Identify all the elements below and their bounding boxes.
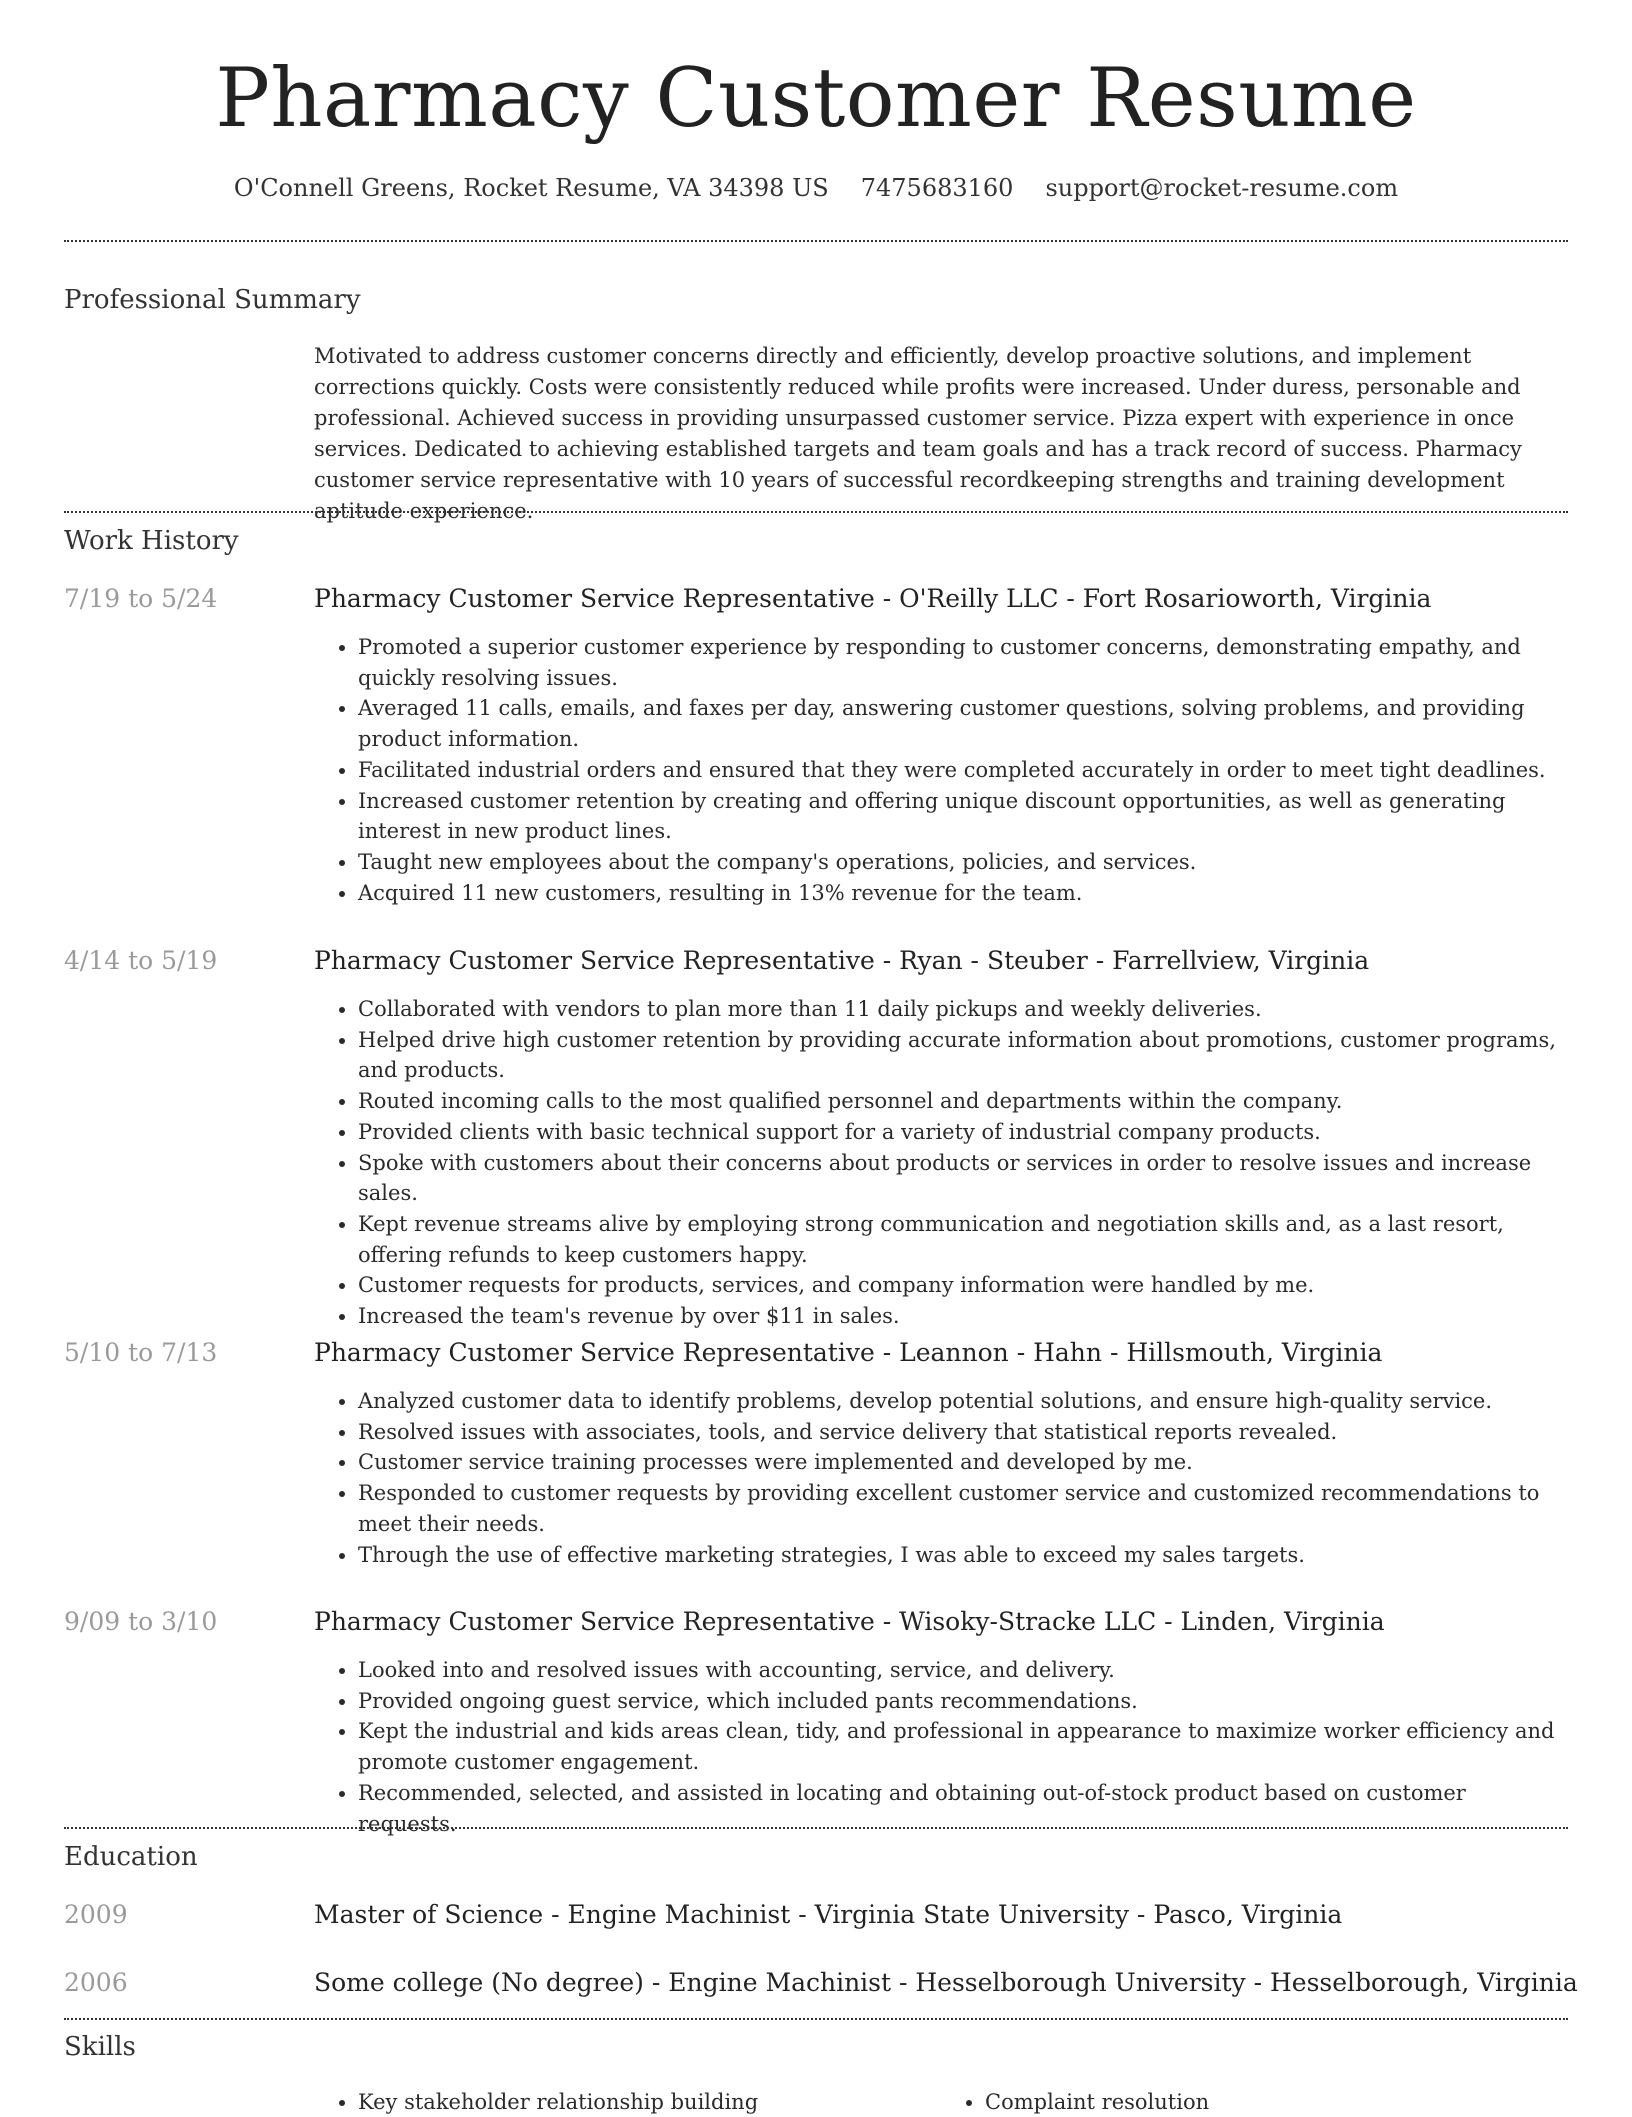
job-title: Pharmacy Customer Service Representative - O'Reilly LLC - Fort Rosarioworth, Virginia (314, 584, 1432, 613)
list-item: • Looked into and resolved issues with accounting, service, and delivery. (358, 1655, 1568, 1686)
job-bullets (314, 1386, 1568, 1570)
job-title: Pharmacy Customer Service Representative - Leannon - Hahn - Hillsmouth, Virginia (314, 1338, 1383, 1367)
list-item: • Routed incoming calls to the most qualified personnel and departments within the company. (358, 1086, 1568, 1117)
job-dates: 7/19 to 5/24 (64, 584, 218, 613)
job-dates: 9/09 to 3/10 (64, 1607, 218, 1636)
list-item: • Through the use of effective marketing strategies, I was able to exceed my sales targets. (358, 1540, 1568, 1571)
education-entry: Some college (No degree) - Engine Machinist - Hesselborough University - Hesselborough, Virginia (314, 1968, 1578, 1997)
section-divider (64, 2018, 1568, 2020)
job-bullets (314, 1655, 1568, 1839)
job-dates: 4/14 to 5/19 (64, 946, 218, 975)
skill-item: • Key stakeholder relationship building (358, 2087, 941, 2117)
job-dates: 5/10 to 7/13 (64, 1338, 218, 1367)
list-item: • Spoke with customers about their concerns about products or services in order to resolve issues and increase sales. (358, 1148, 1568, 1209)
summary-text: Motivated to address customer concerns directly and efficiently, develop proactive solutions, and implement corrections quickly. Costs were consistently reduced while profits were increased. Under duress, personable and professional. Achieved success in providing unsurpassed customer service. Pizza expert with experience in once services. Dedicated to achieving established targets and team goals and has a track record of success. Pharmacy customer service representative with 10 years of successful recordkeeping strengths and training development aptitude experience. (314, 344, 1522, 523)
list-item: • Averaged 11 calls, emails, and faxes per day, answering customer questions, solving problems, and providing product information. (358, 693, 1568, 754)
list-item: • Promoted a superior customer experience by responding to customer concerns, demonstrating empathy, and quickly resolving issues. (358, 632, 1568, 693)
section-divider (64, 511, 1568, 513)
contact-address: O'Connell Greens, Rocket Resume, VA 34398 US (233, 174, 829, 202)
education-heading: Education (64, 1842, 198, 1872)
job-title: Pharmacy Customer Service Representative - Ryan - Steuber - Farrellview, Virginia (314, 946, 1370, 975)
list-item: • Analyzed customer data to identify problems, develop potential solutions, and ensure high-quality service. (358, 1386, 1568, 1417)
education-year: 2006 (64, 1968, 128, 1997)
education-entry: Master of Science - Engine Machinist - Virginia State University - Pasco, Virginia (314, 1900, 1343, 1929)
list-item: • Provided clients with basic technical support for a variety of industrial company products. (358, 1117, 1568, 1148)
list-item: • Customer requests for products, services, and company information were handled by me. (358, 1270, 1568, 1301)
list-item: • Kept revenue streams alive by employing strong communication and negotiation skills and, as a last resort, offering refunds to keep customers happy. (358, 1209, 1568, 1270)
job-title: Pharmacy Customer Service Representative - Wisoky-Stracke LLC - Linden, Virginia (314, 1607, 1385, 1636)
list-item: • Recommended, selected, and assisted in locating and obtaining out-of-stock product based on customer requests. (358, 1778, 1568, 1839)
work-history-heading: Work History (64, 526, 239, 556)
skill-item: • Complaint resolution (985, 2087, 1568, 2117)
skills-heading: Skills (64, 2032, 136, 2062)
list-item: • Resolved issues with associates, tools, and service delivery that statistical reports revealed. (358, 1417, 1568, 1448)
job-bullets (314, 994, 1568, 1332)
section-divider (64, 1827, 1568, 1829)
contact-phone: 7475683160 (860, 174, 1014, 202)
education-year: 2009 (64, 1900, 128, 1929)
list-item: • Helped drive high customer retention by providing accurate information about promotions, customer programs, and products. (358, 1025, 1568, 1086)
contact-email: support@rocket-resume.com (1045, 174, 1399, 202)
list-item: • Collaborated with vendors to plan more than 11 daily pickups and weekly deliveries. (358, 994, 1568, 1025)
section-divider (64, 240, 1568, 242)
list-item: • Increased customer retention by creating and offering unique discount opportunities, as well as generating interest in new product lines. (358, 786, 1568, 847)
list-item: • Responded to customer requests by providing excellent customer service and customized recommendations to meet their needs. (358, 1478, 1568, 1539)
list-item: • Increased the team's revenue by over $11 in sales. (358, 1301, 1568, 1332)
list-item: • Provided ongoing guest service, which included pants recommendations. (358, 1686, 1568, 1717)
list-item: • Facilitated industrial orders and ensured that they were completed accurately in order to meet tight deadlines. (358, 755, 1568, 786)
skills-list (314, 2087, 1568, 2117)
list-item: • Customer service training processes were implemented and developed by me. (358, 1447, 1568, 1478)
list-item: • Kept the industrial and kids areas clean, tidy, and professional in appearance to maximize worker efficiency and promote customer engagement. (358, 1716, 1568, 1777)
job-bullets (314, 632, 1568, 908)
contact-line (0, 173, 1632, 203)
list-item: • Acquired 11 new customers, resulting in 13% revenue for the team. (358, 878, 1568, 909)
resume-title: Pharmacy Customer Resume (215, 52, 1417, 146)
list-item: • Taught new employees about the company's operations, policies, and services. (358, 847, 1568, 878)
summary-heading: Professional Summary (64, 285, 361, 315)
